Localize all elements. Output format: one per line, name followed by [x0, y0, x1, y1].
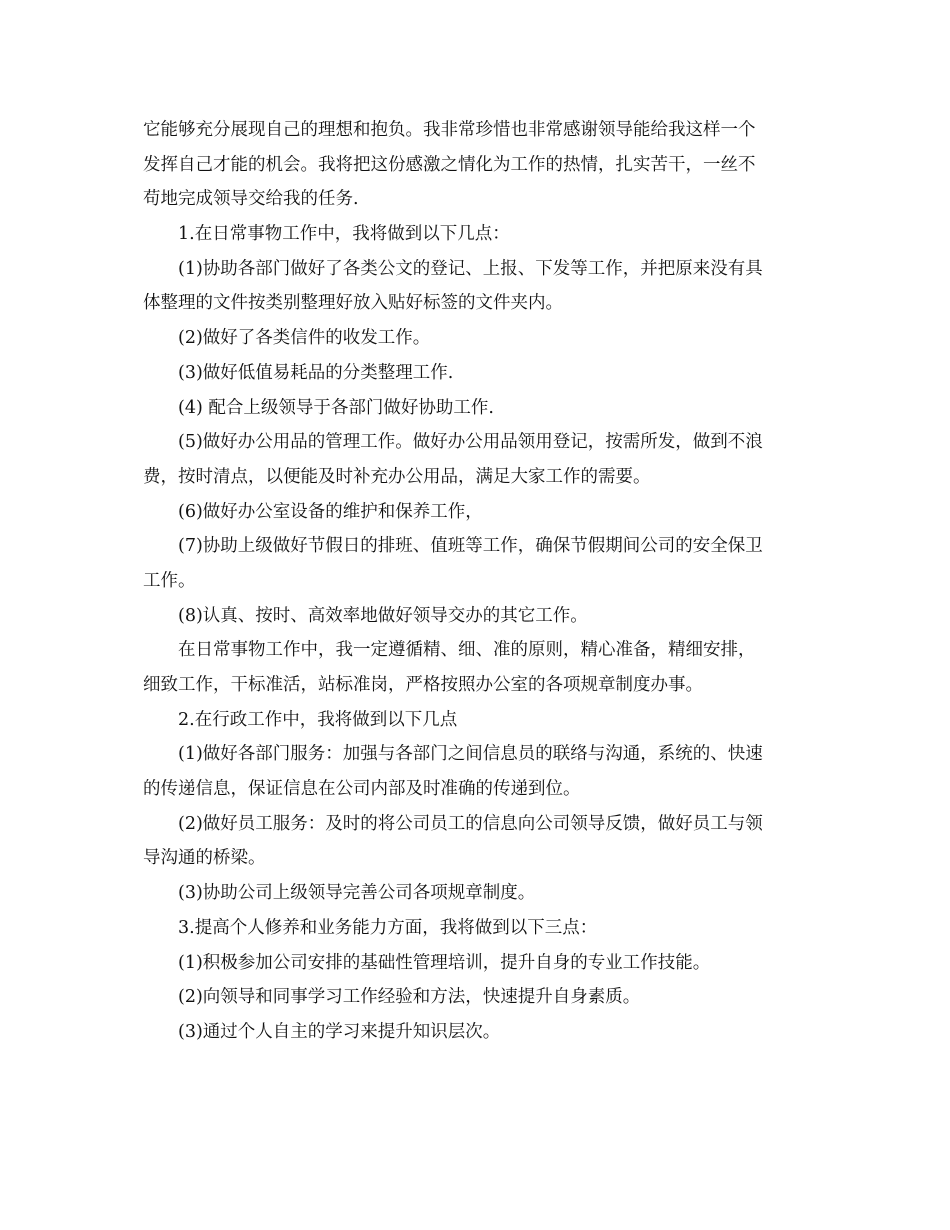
text-line: 它能够充分展现自己的理想和抱负。我非常珍惜也非常感谢领导能给我这样一个	[143, 120, 756, 140]
document-body	[143, 113, 808, 1050]
text-line: (2)向领导和同事学习工作经验和方法，快速提升自身素质。	[178, 987, 641, 1008]
text-line: (7)协助上级做好节假日的排班、值班等工作，确保节假期间公司的安全保卫	[178, 536, 763, 557]
text-line: 细致工作，干标准活，站标准岗，严格按照办公室的各项规章制度办事。	[143, 675, 703, 695]
text-line: 2.在行政工作中，我将做到以下几点	[178, 709, 458, 730]
text-line: (2)做好员工服务：及时的将公司员工的信息向公司领导反馈，做好员工与领	[178, 813, 763, 834]
text-line: 工作。	[143, 570, 196, 591]
text-line: (6)做好办公室设备的维护和保养工作，	[178, 501, 483, 522]
text-line: (3)通过个人自主的学习来提升知识层次。	[178, 1021, 501, 1042]
text-line: 1.在日常事物工作中，我将做到以下几点：	[178, 224, 510, 245]
text-line: 体整理的文件按类别整理好放入贴好标签的文件夹内。	[143, 293, 563, 314]
text-line: (1)做好各部门服务：加强与各部门之间信息员的联络与沟通，系统的、快速	[178, 744, 763, 765]
text-line: 苟地完成领导交给我的任务.	[143, 189, 359, 210]
text-line: 在日常事物工作中，我一定遵循精、细、准的原则，精心准备，精细安排，	[178, 640, 756, 661]
text-line: (1)协助各部门做好了各类公文的登记、上报、下发等工作，并把原来没有具	[178, 258, 763, 279]
text-line: 费，按时清点，以便能及时补充办公用品，满足大家工作的需要。	[143, 466, 651, 487]
text-line: 的传递信息，保证信息在公司内部及时准确的传递到位。	[143, 779, 581, 800]
text-line: (4) 配合上级领导于各部门做好协助工作.	[178, 397, 494, 418]
text-line: 发挥自己才能的机会。我将把这份感激之情化为工作的热情，扎实苦干，一丝不	[143, 154, 756, 175]
text-line: (8)认真、按时、高效率地做好领导交办的其它工作。	[178, 605, 588, 626]
text-line: (3)做好低值易耗品的分类整理工作.	[178, 362, 454, 383]
text-line: 导沟通的桥梁。	[143, 848, 266, 869]
text-line: (5)做好办公用品的管理工作。做好办公用品领用登记，按需所发，做到不浪	[178, 432, 763, 453]
text-line: (3)协助公司上级领导完善公司各项规章制度。	[178, 883, 536, 904]
text-line: (2)做好了各类信件的收发工作。	[178, 328, 431, 349]
text-line: 3.提高个人修养和业务能力方面，我将做到以下三点：	[178, 917, 598, 938]
text-line: (1)积极参加公司安排的基础性管理培训，提升自身的专业工作技能。	[178, 952, 711, 973]
